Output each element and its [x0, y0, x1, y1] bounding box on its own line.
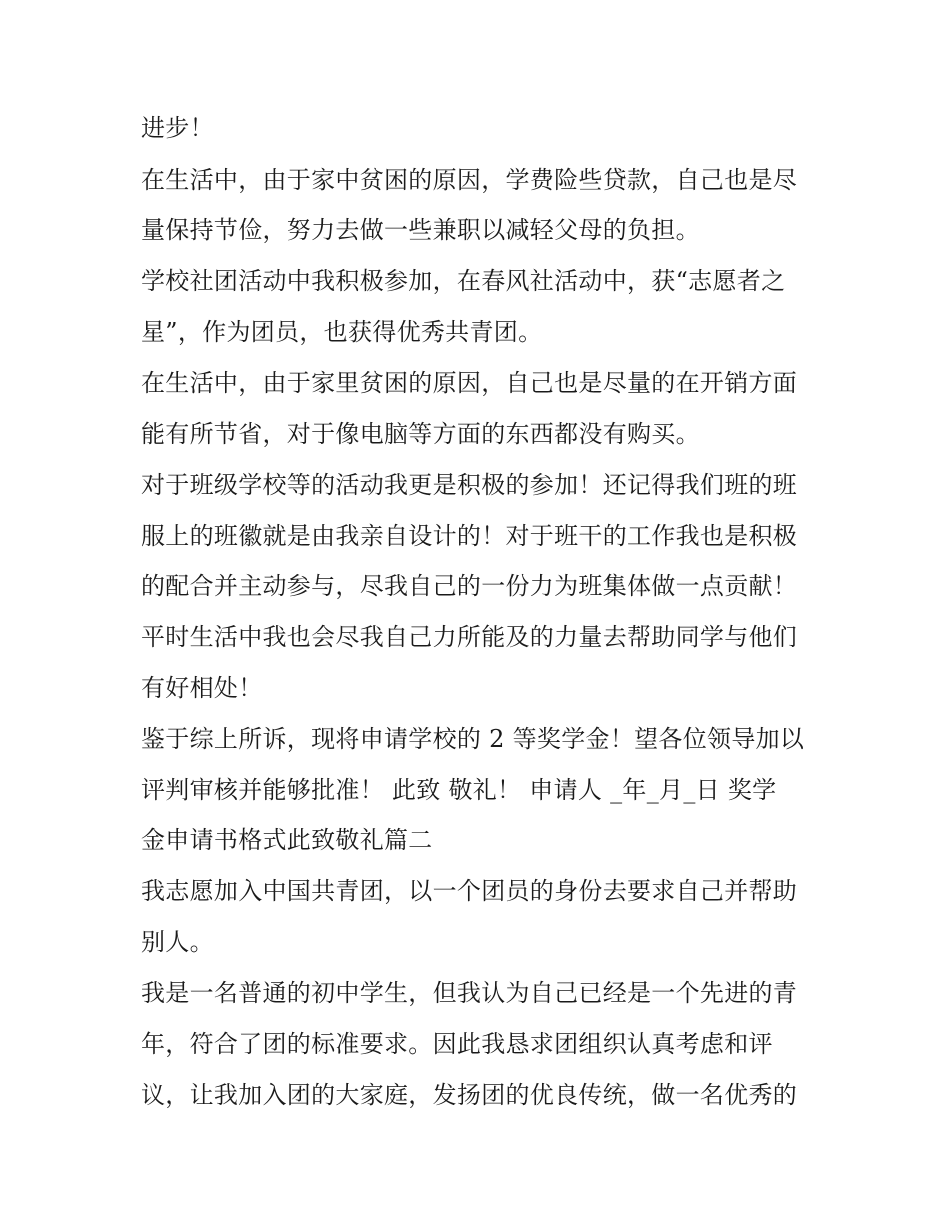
text-line-5: 星”，作为团员，也获得优秀共青团。 — [141, 318, 543, 346]
text-line-2: 在生活中，由于家中贫困的原因，学费险些贷款，自己也是尽 — [141, 166, 798, 194]
text-line-1: 进步！ — [141, 114, 214, 142]
text-line-18: 我是一名普通的初中学生，但我认为自己已经是一个先进的青 — [141, 979, 798, 1007]
text-line-20: 议，让我加入团的大家庭，发扬团的优良传统，做一名优秀的 — [141, 1081, 798, 1109]
text-line-3: 量保持节俭，努力去做一些兼职以减轻父母的负担。 — [141, 216, 700, 244]
text-line-19: 年，符合了团的标准要求。因此我恳求团组织认真考虑和评 — [141, 1030, 773, 1058]
text-line-16: 我志愿加入中国共青团，以一个团员的身份去要求自己并帮助 — [141, 877, 798, 905]
text-line-10: 的配合并主动参与，尽我自己的一份力为班集体做一点贡献！ — [141, 572, 798, 600]
text-line-13: 鉴于综上所诉，现将申请学校的 2 等奖学金！望各位领导加以 — [141, 725, 805, 753]
text-line-15: 金申请书格式此致敬礼篇二 — [141, 826, 433, 854]
text-line-7: 能有所节省，对于像电脑等方面的东西都没有购买。 — [141, 420, 700, 448]
text-line-11: 平时生活中我也会尽我自己力所能及的力量去帮助同学与他们 — [141, 623, 798, 651]
text-line-17: 别人。 — [141, 928, 214, 956]
text-line-14: 评判审核并能够批准！ 此致 敬礼！ 申请人 _年_月_日 奖学 — [141, 776, 777, 804]
text-line-6: 在生活中，由于家里贫困的原因，自己也是尽量的在开销方面 — [141, 369, 798, 397]
text-line-8: 对于班级学校等的活动我更是积极的参加！还记得我们班的班 — [141, 471, 798, 499]
text-line-9: 服上的班徽就是由我亲自设计的！对于班干的工作我也是积极 — [141, 522, 798, 550]
text-line-12: 有好相处！ — [141, 674, 263, 702]
text-line-4: 学校社团活动中我积极参加，在春风社活动中，获“志愿者之 — [141, 267, 786, 295]
